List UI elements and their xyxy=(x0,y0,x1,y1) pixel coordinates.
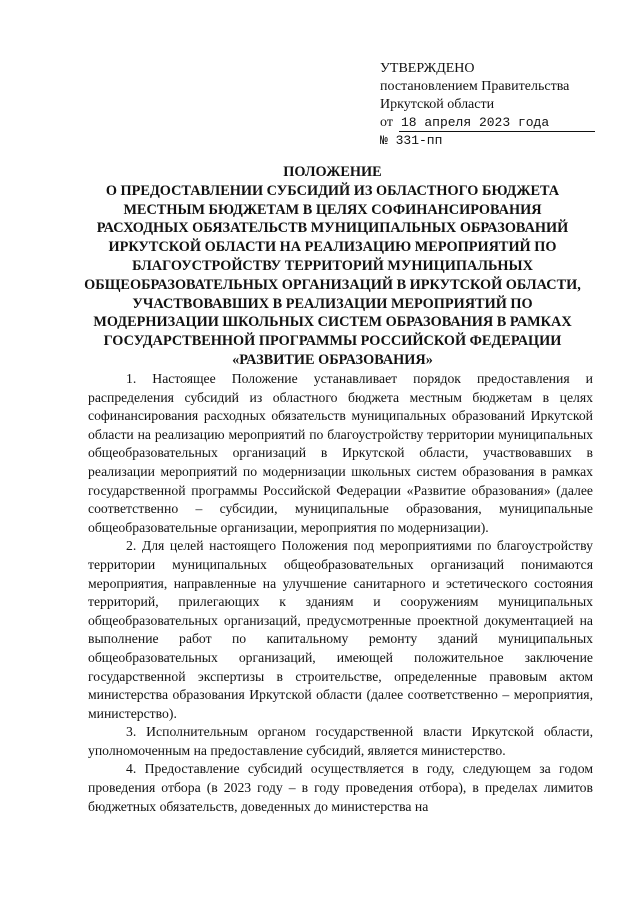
approval-stamp xyxy=(380,60,595,150)
paragraph-3: 3. Исполнительным органом государственной власти Иркутской области, уполномоченным на предоставление субсидий, является министерство. xyxy=(88,724,593,758)
approval-date-line xyxy=(380,114,595,132)
document-title xyxy=(80,163,585,370)
approval-decree: постановлением Правительства xyxy=(380,79,570,94)
paragraph-1: 1. Настоящее Положение устанавливает порядок предоставления и распределения субсидий из областного бюджета местным бюджетам в целях софинансирования расходных обязательств муниципальных образований Иркутской области на реализацию мероприятий по благоустройству территории муниципальных общеобразовательных организаций в Иркутской области, участвовавших в реализации мероприятий по модернизации школьных систем образования в рамках государственной программы Российской Федерации «Развитие образования» (далее соответственно – субсидии, муниципальные образования, муниципальные общеобразовательные организации, мероприятия по модернизации). xyxy=(88,371,593,535)
paragraph-4: 4. Предоставление субсидий осуществляется в году, следующем за годом проведения отбора (в 2023 году – в году проведения отбора), в пределах лимитов бюджетных обязательств, доведенных до министерства на xyxy=(88,761,593,814)
approval-label: УТВЕРЖДЕНО xyxy=(380,61,475,76)
title-heading: ПОЛОЖЕНИЕ xyxy=(283,164,382,180)
approval-number-line xyxy=(380,132,595,150)
approval-date-prefix: от xyxy=(380,115,393,130)
paragraph-2: 2. Для целей настоящего Положения под мероприятиями по благоустройству территории муниципальных общеобразовательных организаций понимаются мероприятия, направленные на улучшение санитарного и эстетического состояния территорий, прилегающих к зданиям и сооружениям муниципальных общеобразовательных организаций, предусмотренные проектной документацией на выполнение работ по капитальному ремонту зданий муниципальных общеобразовательных организаций, имеющей положительное заключение государственной экспертизы в строительстве, определенные правовым актом министерства образования Иркутской области (далее соответственно – мероприятия, министерство). xyxy=(88,538,593,721)
approval-date-value: 18 апреля 2023 года xyxy=(399,115,595,132)
approval-number: № 331-пп xyxy=(380,133,443,148)
title-subheading: О ПРЕДОСТАВЛЕНИИ СУБСИДИЙ ИЗ ОБЛАСТНОГО БЮДЖЕТА МЕСТНЫМ БЮДЖЕТАМ В ЦЕЛЯХ СОФИНАНСИРОВАНИЯ РАСХОДНЫХ ОБЯЗАТЕЛЬСТВ МУНИЦИПАЛЬНЫХ ОБРАЗОВАНИЙ ИРКУТСКОЙ ОБЛАСТИ НА РЕАЛИЗАЦИЮ МЕРОПРИЯТИЙ ПО БЛАГОУСТРОЙСТВУ ТЕРРИТОРИЙ МУНИЦИПАЛЬНЫХ ОБЩЕОБРАЗОВАТЕЛЬНЫХ ОРГАНИЗАЦИЙ В ИРКУТСКОЙ ОБЛАСТИ, УЧАСТВОВАВШИХ В РЕАЛИЗАЦИИ МЕРОПРИЯТИЙ ПО МОДЕРНИЗАЦИИ ШКОЛЬНЫХ СИСТЕМ ОБРАЗОВАНИЯ В РАМКАХ ГОСУДАРСТВЕННОЙ ПРОГРАММЫ РОССИЙСКОЙ ФЕДЕРАЦИИ «РАЗВИТИЕ ОБРАЗОВАНИЯ» xyxy=(84,182,581,368)
approval-region: Иркутской области xyxy=(380,97,495,112)
document-body xyxy=(88,370,593,816)
